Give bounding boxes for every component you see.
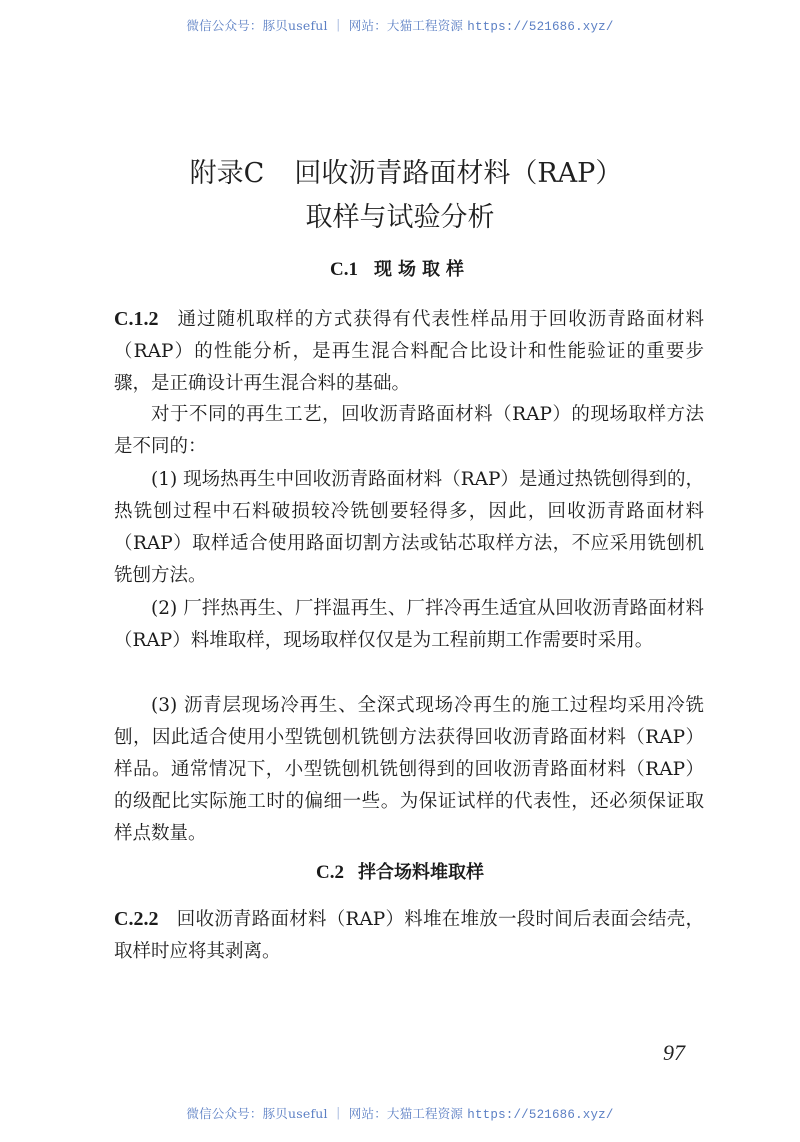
watermark-url[interactable]: https://521686.xyz/ <box>467 1108 614 1122</box>
clause-text: 通过随机取样的方式获得有代表性样品用于回收沥青路面材料（RAP）的性能分析，是再生混合料配合比设计和性能验证的重要步骤，是正确设计再生混合料的基础。 <box>114 309 704 394</box>
section-title: 拌合场料堆取样 <box>357 862 484 883</box>
clause-c-2-2 <box>114 903 704 968</box>
section-heading-c2 <box>0 858 800 888</box>
section-number: C.2 <box>316 862 344 883</box>
title-line2: 取样与试验分析 <box>305 202 495 233</box>
list-item-2: (2) 厂拌热再生、厂拌温再生、厂拌冷再生适宜从回收沥青路面材料（RAP）料堆取样，现场取样仅仅是为工程前期工作需要时采用。 <box>114 598 704 651</box>
clause-c-1-2 <box>114 303 704 400</box>
section-title: 现场取样 <box>373 259 470 280</box>
clause-text: 回收沥青路面材料（RAP）料堆在堆放一段时间后表面会结壳，取样时应将其剥离。 <box>114 909 704 962</box>
watermark-label: 微信公众号：豚贝useful ｜ 网站：大猫工程资源 <box>186 1106 468 1121</box>
appendix-subtitle <box>0 196 800 240</box>
watermark-bottom <box>0 1104 800 1122</box>
watermark-label: 微信公众号：豚贝useful ｜ 网站：大猫工程资源 <box>186 18 468 33</box>
clause-number: C.2.2 <box>114 908 159 930</box>
title-line1: 回收沥青路面材料（RAP） <box>294 158 623 189</box>
page-number: 97 <box>663 1040 685 1065</box>
appendix-title <box>0 152 800 196</box>
list-item-3: (3) 沥青层现场冷再生、全深式现场冷再生的施工过程均采用冷铣刨，因此适合使用小型铣刨机铣刨方法获得回收沥青路面材料（RAP）样品。通常情况下，小型铣刨机铣刨得到的回收沥青路面材料（RAP）的级配比实际施工时的偏细一些。为保证试样的代表性，还必须保证取样点数量。 <box>114 695 704 844</box>
paragraph-intro: 对于不同的再生工艺，回收沥青路面材料（RAP）的现场取样方法是不同的： <box>114 404 704 457</box>
section-number: C.1 <box>330 259 358 280</box>
watermark-top <box>0 16 800 34</box>
section-heading-c1 <box>0 255 800 285</box>
list-item-1: (1) 现场热再生中回收沥青路面材料（RAP）是通过热铣刨得到的，热铣刨过程中石料破损较冷铣刨要轻得多，因此，回收沥青路面材料（RAP）取样适合使用路面切割方法或钻芯取样方法，不应采用铣刨机铣刨方法。 <box>114 469 704 586</box>
clause-number: C.1.2 <box>114 308 159 330</box>
watermark-url[interactable]: https://521686.xyz/ <box>467 20 614 34</box>
appendix-label: 附录C <box>189 158 265 189</box>
